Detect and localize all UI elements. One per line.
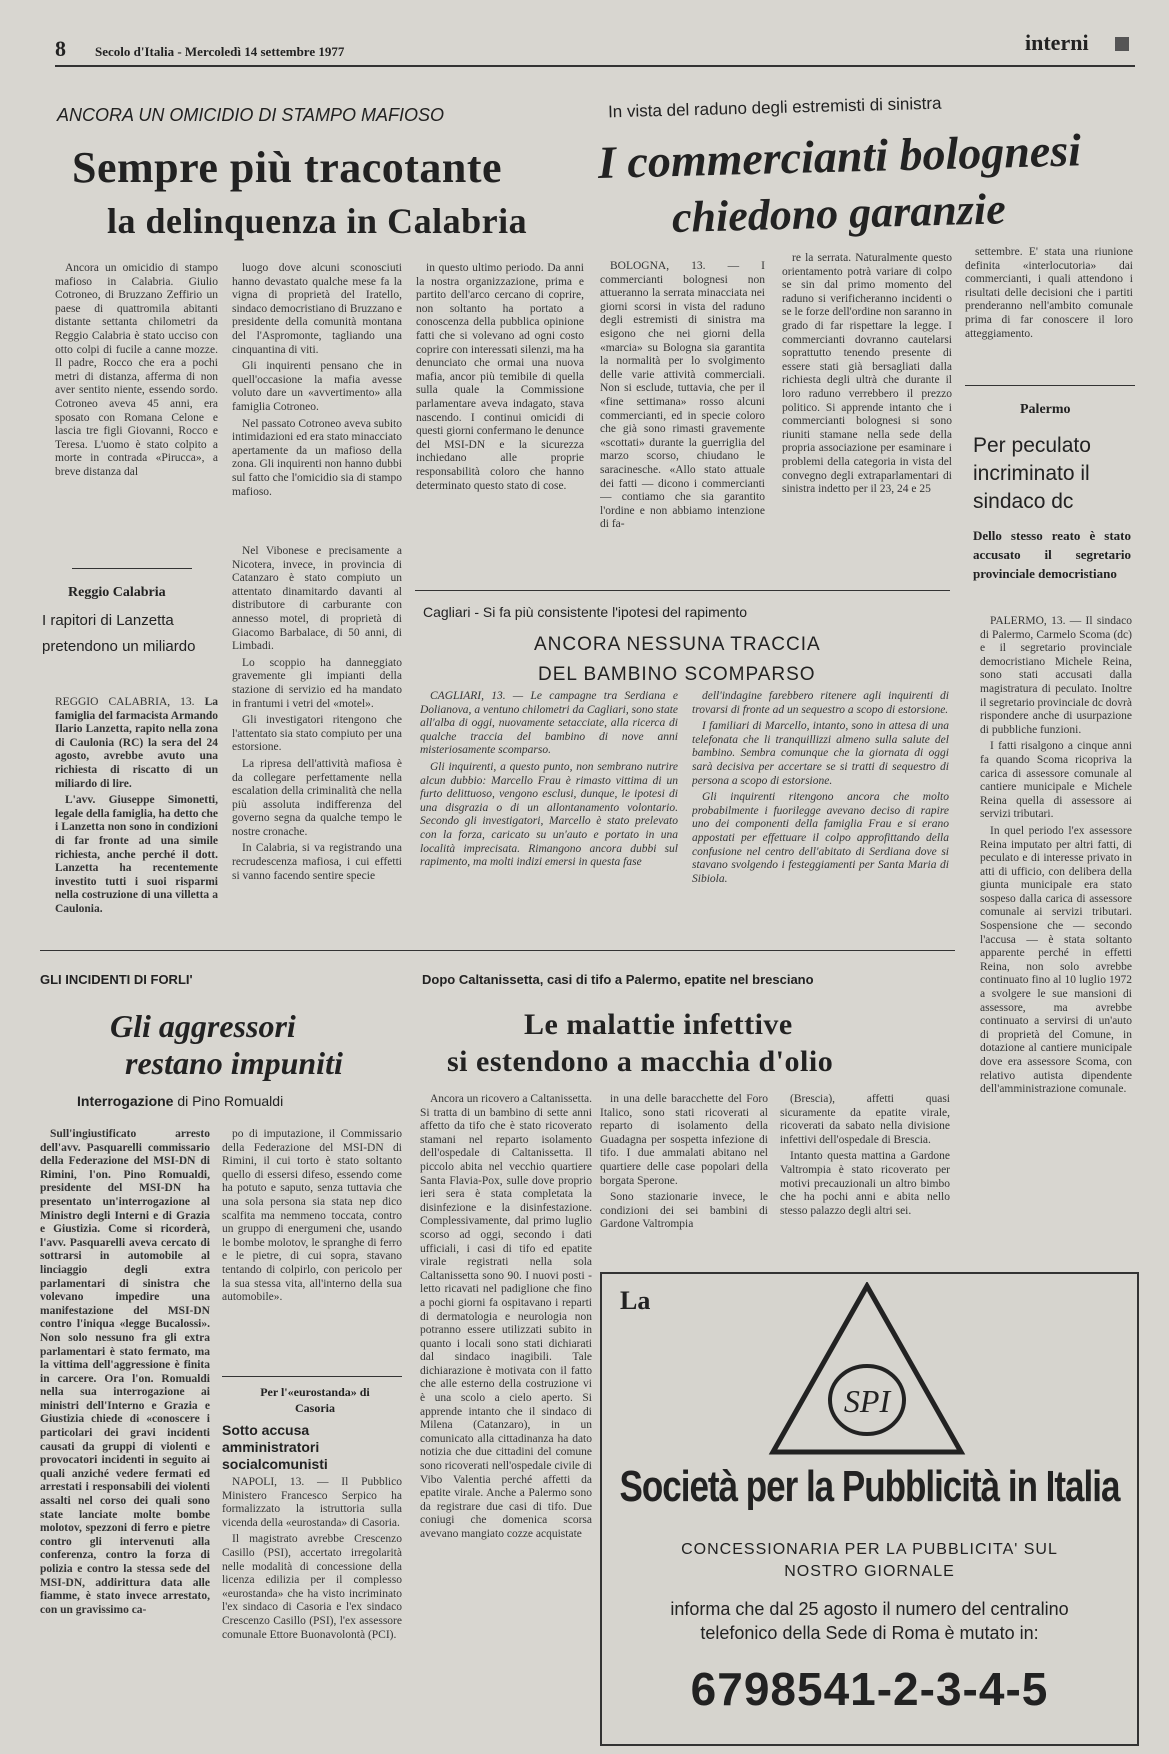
cagliari-headline-2: DEL BAMBINO SCOMPARSO: [538, 664, 816, 685]
ad-concessionaria: CONCESSIONARIA PER LA PUBBLICITA' SUL NOSTRO GIORNALE: [681, 1541, 1058, 1580]
masthead: Secolo d'Italia - Mercoledì 14 settembre 1977: [95, 44, 345, 59]
bologna-headline-2: chiedono garanzie: [671, 184, 1007, 242]
cagliari-col1: CAGLIARI, 13. — Le campagne tra Serdiana e Dolianova, a ventuno chilometri da Cagliari, sono state all'alba di oggi, nuovamente setacciate, alla ricerca di qualche traccia del bambino di nove anni misteriosamente scomparso. Gli inquirenti, a questo punto, non sembrano nutrire alcun dubbio: Marcello Frau è rimasto vittima di un furto delittuoso, vengono esclusi, dunque, le ipotesi di una disgrazia o di un allontanamento volontario. Secondo gli investigatori, Marcello è stato prelevato con la forza, caricato su un'auto e portato in una località imprecisata. Rimangono ancora dubbi sul rapimento, ma molti indizi emersi in questa fase: [420, 690, 678, 869]
spi-logo-text: SPI: [843, 1383, 891, 1419]
ad-la: La: [620, 1286, 651, 1315]
tifo-col1: Ancora un ricovero a Caltanissetta. Si tratta di un bambino di sette anni affetto da tifo che è stato ricoverato stamani nel reparto isolamento dell'ospedale di Caltanissetta. Il piccolo abita nel vecchio quartiere Santa Flavia-Pox, sulle dove proprio ieri sera è stata completata la disinfezione e la disinfestazione. Complessivamente, dal primo luglio scorso ad oggi, secondo i dati ufficiali, i casi di tifo ed epatite virale registrati nella sola Caltanissetta sono 90. I nuovi posti - letto ricavati nel padiglione che fino a pochi giorni fa ospitavano i reparti di dermatologia e neurologia non potranno essere utilizzati subito in quanto i locali sono stati dichiarati dal sindaco inagibili. Tale dichiarazione è motivata con il fatto che alle esterno della costruzione vi è una scolo a cielo aperto. Si apprende intanto che il sindaco di Milena (Catanzaro), in un comunicato alla cittadinanza ha dato notizia che due cittadini del comune sono ricoverati nell'ospedale civile di Vibo Valentia perché affetti da epatite virale. Anche a Palermo sono da registrare due casi di tifo. Due coniugi che domenica scorsa avevano mangiato cozze acquistate: [420, 1093, 592, 1540]
calabria-headline-2: la delinquenza in Calabria: [107, 201, 528, 241]
ad-company: Società per la Pubblicità in Italia: [619, 1462, 1120, 1511]
spi-ad: [600, 1272, 1139, 1746]
tifo-kicker: Dopo Caltanissetta, casi di tifo a Palermo, epatite nel bresciano: [422, 972, 814, 987]
ad-phone: 6798541-2-3-4-5: [690, 1663, 1049, 1715]
forli-headline-1: Gli aggressori: [110, 1008, 296, 1044]
cagliari-kicker: Cagliari - Si fa più consistente l'ipotesi del rapimento: [423, 604, 748, 620]
section-label: interni: [1025, 30, 1089, 55]
tifo-headline-2: si estendono a macchia d'olio: [447, 1045, 834, 1078]
cagliari-rule: [415, 590, 950, 591]
palermo-subtitle: Dello stesso reato è stato accusato il segretario provinciale democristiano: [973, 528, 1131, 581]
middle-rule: [40, 950, 955, 951]
page-number: 8: [55, 36, 66, 61]
header-rule: [55, 65, 1135, 67]
tifo-col2: in una delle baracchette del Foro Italico, sono stati ricoverati al reparto di isolamento della Guadagna per sospetta infezione di tifo. I due ammalati abitano nel quartiere delle case popolari della borgata Sperone. Sono stazionarie invece, le condizioni dei sei bambini di Gardone Valtrompia: [600, 1093, 768, 1231]
cagliari-headline-1: ANCORA NESSUNA TRACCIA: [534, 634, 821, 655]
palermo-title: Per peculato incriminato il sindaco dc: [973, 434, 1091, 513]
reggio-title: I rapitori di Lanzetta pretendono un miliardo: [42, 612, 196, 655]
casoria-body: NAPOLI, 13. — Il Pubblico Ministero Francesco Serpico ha formalizzato la istruttoria sulla vicenda della «eurostanda» di Casoria. Il magistrato avrebbe Crescenzo Casillo (PSI), accertato irregolarità nelle modalità di concessione della licenza edilizia per il complesso «eurostanda» che ha visto incriminato l'ex sindaco di Casoria e l'ex sindaco Crescenzo Casillo (PSI), l'ex assessore comunale Ettore Buonavolontà (PCI).: [222, 1476, 402, 1641]
tifo-headline-1: Le malattie infettive: [524, 1008, 793, 1041]
casoria-title: Sotto accusa amministratori socialcomunisti: [222, 1422, 328, 1472]
palermo-body: PALERMO, 13. — Il sindaco di Palermo, Carmelo Scoma (dc) e il segretario provinciale democristiano Michele Reina, sono stati accusati dalla magistratura di peculato. Inoltre il segretario provinciale dc dovrà rispondere anche di usurpazione di pubbliche funzioni. I fatti risalgono a cinque anni fa quando Scoma ricopriva la carica di assessore comunale al cantiere municipale e Michele Reina quella di assessore ai servizi tributari. In quel periodo l'ex assessore Reina imputato per altri fatti, di peculato e di interesse privato in atti di ufficio, con delibera della giunta municipale era stato sospeso dalla carica di assessore comunale ai servizi tributari. Sospensione che — secondo l'accusa — è stata soltanto apparente perché in effetti Reina, non solo avrebbe continuato fino al 10 luglio 1972 a svolgere le sue mansioni di assessore, ma avrebbe continuato a servirsi di un'auto di proprietà del Comune, in dotazione al cantiere municipale dove era assessore Scoma, con relativo autista dipendente dell'amministrazione comunale.: [980, 615, 1132, 1096]
palermo-kicker: Palermo: [1020, 402, 1071, 417]
forli-col1: Sull'ingiustificato arresto dell'avv. Pasquarelli commissario della Federazione del MSI-DN di Rimini, l'on. Pino Romualdi, presidente del MSI-DN ha presentato un'interrogazione al Ministro degli Interni e di Grazia e Giustizia. Come si ricorderà, l'avv. Pasquarelli aveva cercato di sottrarsi in automobile al linciaggio degli extra parlamentari di sinistra che volevano impedire una manifestazione del MSI-DN contro l'iniqua «legge Bucalossi». Non solo nessuno fra gli extra parlamentari è stato fermato, ma la vittima dell'aggressione è finita in carcere. Ora l'on. Romualdi nella sua interrogazione ai ministri dell'Interno e Grazia e Giustizia chiede di «conoscere i particolari dei gravi incidenti causati da gruppi di violenti e provocatori incidenti in seguito ai quali anziché vedere fermati ed arrestati i responsabili dei violenti assalti nel corso dei quali sono state lanciate molte bombe molotov, spezzoni di ferro e pietre contro gli intervenuti alla conferenza, contro la forza di polizia e contro la stessa sede del MSI-DN, addirittura data alle fiamme, è stato invece arrestato, con un gravissimo ca-: [40, 1128, 210, 1616]
forli-kicker: GLI INCIDENTI DI FORLI': [40, 972, 193, 987]
reggio-rule: [72, 568, 192, 569]
reggio-kicker: Reggio Calabria: [68, 585, 166, 600]
section-marker: [1115, 37, 1129, 51]
forli-headline-2: restano impuniti: [125, 1045, 343, 1081]
bologna-col1: BOLOGNA, 13. — I commercianti bolognesi non attueranno la serrata minacciata nei giorni scorsi in vista del raduno degli estremisti di sinistra ma esigono che nei giorni della «marcia» su Bologna sia garantita la normalità per lo svolgimento delle varie attività commerciali. Non si esclude, tuttavia, che per il «fine settimana» rosso alcuni commercianti, ed in specie coloro che già sono rimasti gravemente «scottati» durante la guerriglia del marzo scorso, chiudano le saracinesche. «Allo stato attuale dei fatti — dicono i commercianti — contiamo che sia garantito l'ordine e non abbiamo intenzione di fa-: [600, 260, 765, 531]
ad-informa: informa che dal 25 agosto il numero del centralino telefonico della Sede di Roma è mutato in:: [670, 1599, 1069, 1643]
vibo-col: Nel Vibonese e precisamente a Nicotera, invece, in provincia di Catanzaro è stato compiuto un attentato dinamitardo davanti al distributore di carburante con annesso motel, di proprietà di Giacomo Barbalace, di 50 anni, di Limbadi. Lo scoppio ha danneggiato gravemente gli impianti della stazione di servizio ed ha mandato in frantumi i vetri del «motel». Gli investigatori ritengono che l'attentato sia stato compiuto per una estorsione. La ripresa dell'attività mafiosa è da collegare perfettamente nella escalation della criminalità che nella più assoluta indifferenza del governo segna da qualche tempo le nostre cronache. In Calabria, si va registrando una recrudescenza mafiosa, i cui effetti si vanno facendo sentire specie: [232, 545, 402, 882]
reggio-body: REGGIO CALABRIA, 13. La famiglia del farmacista Armando Ilario Lanzetta, rapito nella zona di Caulonia (RC) la sera del 24 agosto, avrebbe avuto una richiesta di riscatto di un miliardo di lire. L'avv. Giuseppe Simonetti, legale della famiglia, ha detto che i Lanzetta non sono in condizioni di far fronte ad una simile richiesta, anche perché il dott. Lanzetta ha recentemente investito tutti i suoi risparmi nella costruzione di una villetta a Caulonia.: [55, 696, 218, 915]
calabria-col1: Ancora un omicidio di stampo mafioso in Calabria. Giulio Cotroneo, di Bruzzano Zeffirio un paese di quattromila abitanti distante settanta chilometri da Reggio Calabria è stato ucciso con otto colpi di fucile a canne mozze. Il padre, Rocco che era a pochi metri di distanza, afferma di non aver sentito niente, essendo sordo. Cotroneo aveva 45 anni, era sposato con Romana Celone e lascia tre figli Giovanni, Rocco e Teresa. L'uomo è stato colpito a morte in contrada «Pirucca», a breve distanza dal: [55, 262, 218, 478]
tifo-col3: (Brescia), affetti quasi sicuramente da epatite virale, ricoverati da sabato nella divisione infettivi dell'ospedale di Brescia. Intanto questa mattina a Gardone Valtrompia è stato ricoverato per motivi precauzionali un altro bimbo che ha pochi anni e abita nello stesso palazzo degli altri sei.: [780, 1093, 950, 1217]
spi-logo-icon: [767, 1282, 967, 1457]
calabria-col3: in questo ultimo periodo. Da anni la nostra organizzazione, prima e partito dell'arco cercano di coprire, non soltanto ha portato a conoscenza della pubblica opinione fatti che si volevano ad ogni costo coprire con interessati silenzi, ma ha denunciato che ormai una nuova mafia, ancor più temibile di quella sulla quale la Commissione parlamentare aveva indagato, stava nascendo. I continui omicidi di questi giorni confermano le denunce del MSI-DN e la sicurezza inchiedano alle proprie responsabilità coloro che hanno determinato questo stato di cose.: [416, 262, 584, 492]
forli-col2: po di imputazione, il Commissario della Federazione del MSI-DN di Rimini, il cui torto è stato soltanto quello di essersi difeso, essendo come ha potuto e saputo, senza tuttavia che una sola persona sia stata nep dico scalfita ma nemmeno toccata, contro un gruppo di energumeni che, usando le bombe molotov, le spranghe di ferro e le pietre, di cui sopra, stavano tentando di colpirlo, con pericolo per la sua stessa vita, all'interno della sua automobile».: [222, 1128, 402, 1304]
bologna-col3: settembre. E' stata una riunione definita «interlocutoria» dai commercianti, i quali attendono i risultati delle decisioni che i partiti prenderanno nell'ambito comunale prima di far conoscere il loro atteggiamento.: [965, 246, 1133, 340]
cagliari-col2: dell'indagine farebbero ritenere agli inquirenti di trovarsi di fronte ad un sequestro a scopo di estorsione. I familiari di Marcello, intanto, sono in attesa di una telefonata che li tranquillizzi almeno sulla salute del bambino. Sembra comunque che la giornata di oggi sarà decisiva per accertare se si tratti di sequestro di persona a scopo di estorsione. Gli inquirenti ritengono ancora che molto probabilmente i fuorilegge avevano deciso di rapire uno dei componenti della famiglia Frau e si erano appostati per effettuare il colpo approfittando della confusione nel centro dell'abitato di Serdiana dove si stavano svolgendo i festeggiamenti per Santa Maria di Sibiola.: [692, 690, 949, 885]
forli-byline: Interrogazione di Pino Romualdi: [77, 1093, 284, 1109]
casoria-rule: [222, 1376, 402, 1377]
calabria-kicker: ANCORA UN OMICIDIO DI STAMPO MAFIOSO: [57, 105, 445, 125]
calabria-headline-1: Sempre più tracotante: [72, 143, 503, 192]
bologna-kicker: In vista del raduno degli estremisti di sinistra: [607, 93, 942, 122]
bologna-col2: re la serrata. Naturalmente questo orientamento potrà variare di colpo se sin dal primo momento del raduno si verificheranno incidenti o se le forze dell'ordine non saranno in grado di far rispettare la legge. I commercianti dovranno cautelarsi soprattutto tenendo presente di essere stati già bersagliati dalla richiesta degli ultrà che durante il loro raduno verrebbero il prezzo politico. Si apprende intanto che i commercianti bolognesi si sono riuniti stamane nella sede della propria associazione per esaminare i problemi della categoria in vista del convegno degli extraparlamentari di sinistra indetto per il 23, 24 e 25: [782, 252, 952, 496]
calabria-col2: luogo dove alcuni sconosciuti hanno devastato qualche mese fa la vigna di proprietà del Iratello, sindaco democristiano di Bruzzano e presidente della comunità montana del l'Aspromonte, tagliando una cinquantina di viti. Gli inquirenti pensano che in quell'occasione la mafia avesse voluto dare un «avvertimento» alla famiglia Cotroneo. Nel passato Cotroneo aveva subito intimidazioni ed era stato minacciato apertamente da un mafioso della zona. Gli inquirenti non hanno dubbi sul fatto che l'omicidio sia di stampo mafioso.: [232, 262, 402, 498]
bologna-headline-1: I commercianti bolognesi: [597, 124, 1082, 188]
casoria-kicker: Per l'«eurostanda» di Casoria: [260, 1385, 370, 1415]
palermo-rule: [965, 385, 1135, 386]
